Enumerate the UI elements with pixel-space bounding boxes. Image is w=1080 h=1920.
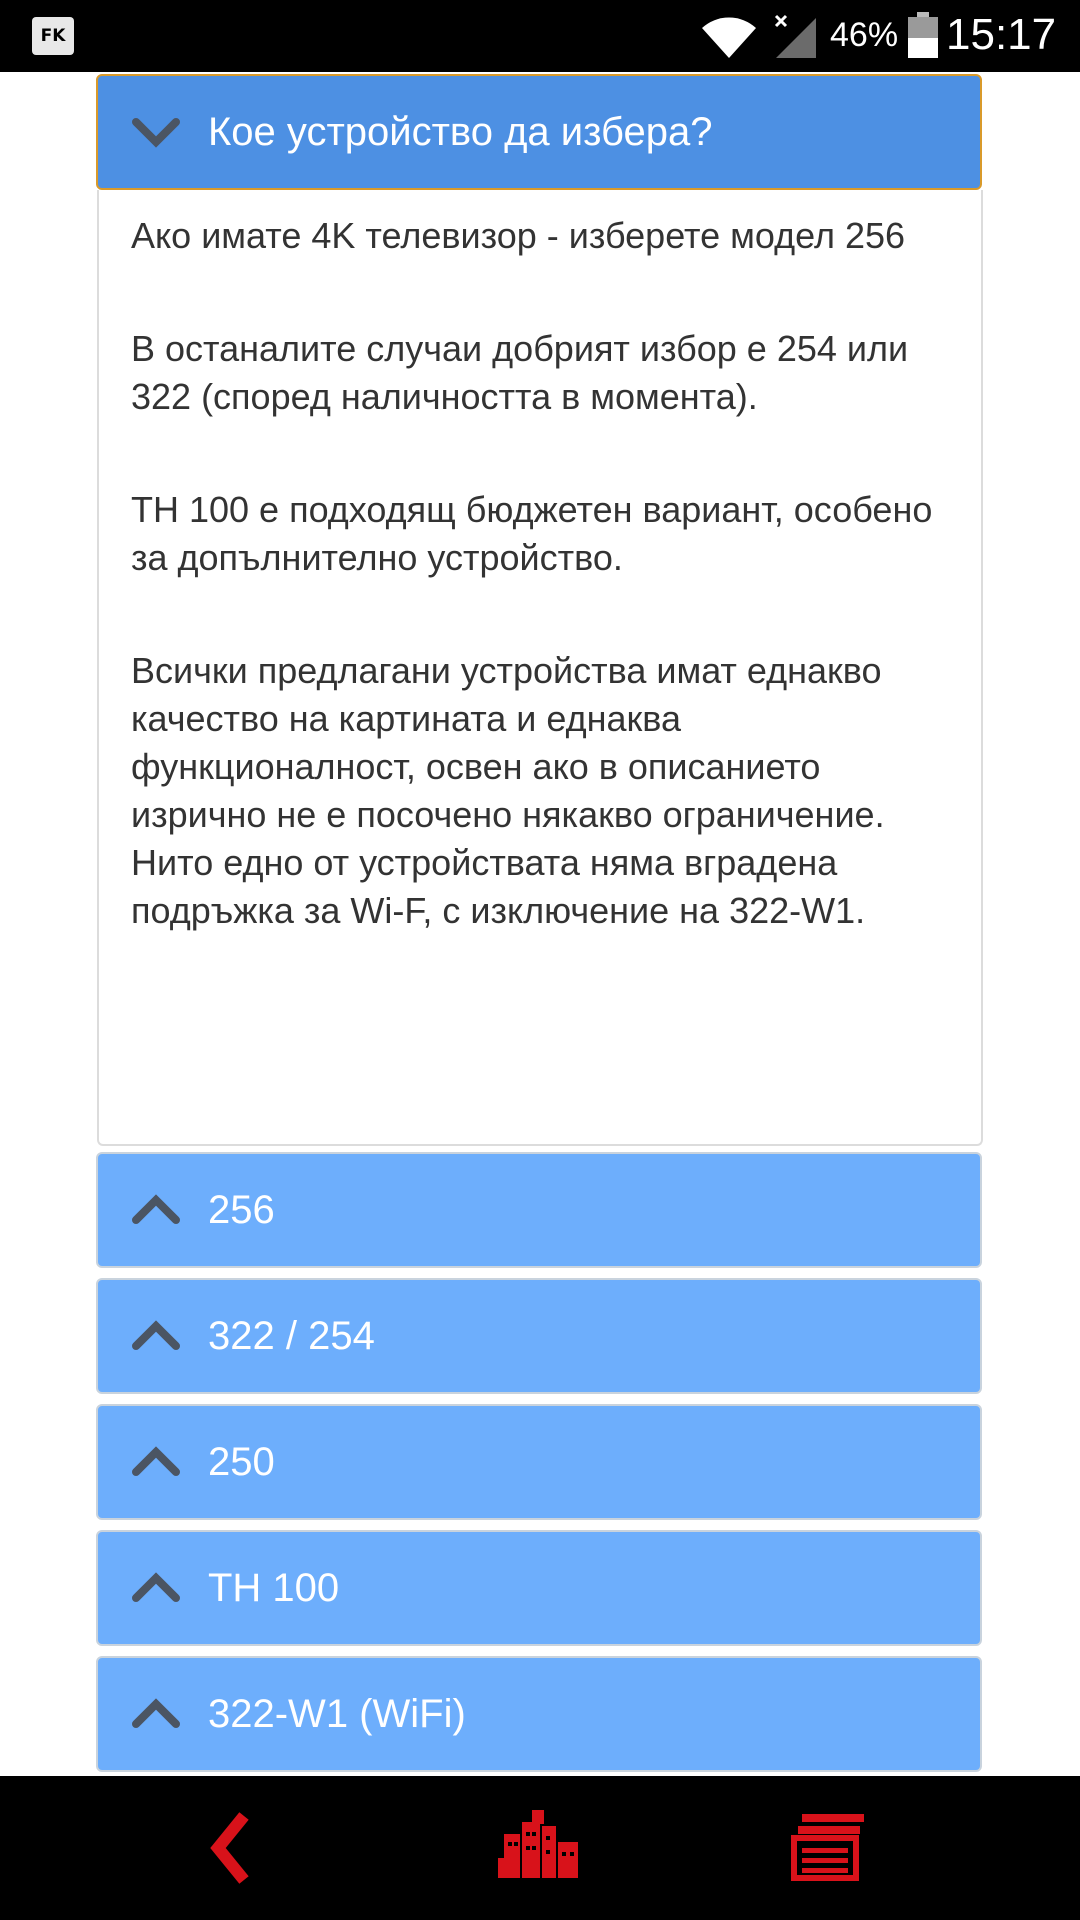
accordion-header-256[interactable]: [96, 1152, 982, 1268]
accordion-title: 322-W1 (WiFi): [208, 1691, 466, 1736]
accordion-header-th100[interactable]: [96, 1530, 982, 1646]
accordion-header-322-254[interactable]: [96, 1278, 982, 1394]
status-bar: [0, 0, 1080, 72]
chevron-up-icon: [130, 1190, 182, 1230]
bottom-navigation: [0, 1776, 1080, 1920]
panel-paragraph-2: В останалите случаи добрият избор е 254 или 322 (според наличността в момента).: [131, 328, 909, 417]
signal-icon: [772, 14, 818, 58]
clock: 15:17: [946, 10, 1057, 59]
wifi-icon: [700, 12, 758, 60]
panel-paragraph-4: Всички предлагани устройства имат еднакво качество на картината и еднаква функционалност, освен ако в описанието изрично не е посочено някакво ограничение. Нито едно от устройствата няма вградена подръжка за Wi-F, с изключение на 322-W1.: [131, 650, 885, 931]
chevron-up-icon: [130, 1442, 182, 1482]
chevron-up-icon: [130, 1568, 182, 1608]
accordion-header-250[interactable]: [96, 1404, 982, 1520]
app-notification-icon: FK: [32, 17, 74, 55]
panel-paragraph-1: Ако имате 4K телевизор - изберете модел 256: [131, 215, 906, 256]
accordion-title: 256: [208, 1187, 275, 1232]
chevron-up-icon: [130, 1694, 182, 1734]
accordion-header-open[interactable]: [96, 74, 982, 190]
accordion-title: 250: [208, 1439, 275, 1484]
chevron-down-icon: [130, 112, 182, 152]
faq-accordion: [0, 72, 1080, 1776]
accordion-header-322-w1[interactable]: [96, 1656, 982, 1772]
battery-icon: [908, 12, 938, 58]
accordion-title: 322 / 254: [208, 1313, 375, 1358]
chevron-up-icon: [130, 1316, 182, 1356]
accordion-panel: [97, 190, 983, 1146]
menu-stack-icon[interactable]: [780, 1806, 880, 1890]
buildings-icon[interactable]: [490, 1806, 590, 1890]
back-icon[interactable]: [184, 1806, 284, 1890]
accordion-title: TH 100: [208, 1565, 340, 1610]
panel-paragraph-3: TH 100 е подходящ бюджетен вариант, особено за допълнително устройство.: [131, 489, 933, 578]
battery-percentage: 46%: [830, 16, 899, 54]
accordion-title: Кое устройство да избера?: [208, 109, 713, 154]
